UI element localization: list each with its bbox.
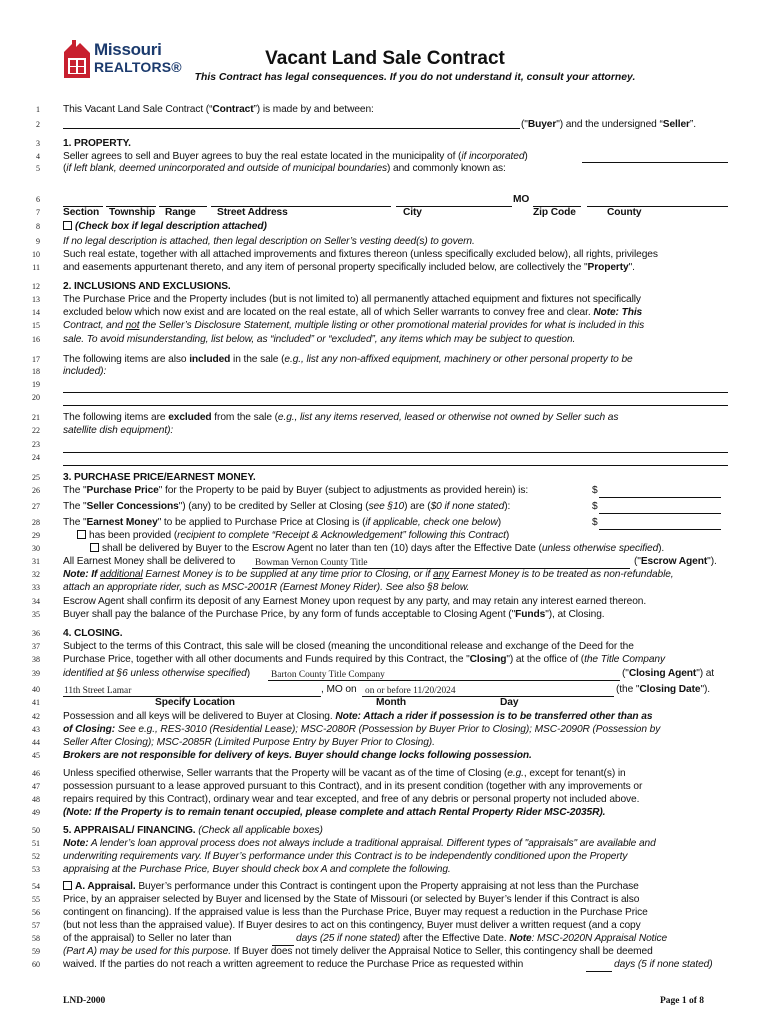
line-number: 15 (32, 321, 40, 330)
line-number: 27 (32, 502, 40, 511)
possession-line: Possession and all keys will be delivered to Buyer at Closing. Note: Attach a rider if possession is to be transferred other than as (63, 711, 653, 722)
line-number: 33 (32, 583, 40, 592)
line-number: 24 (32, 453, 40, 462)
section-4-heading: 4. CLOSING. (63, 628, 123, 639)
closing-agent-label: ("Closing Agent") at (622, 668, 715, 679)
earnest-delivered-row: shall be delivered by Buyer to the Escrow Agent no later than ten (10) days after the Effective Date (unless otherwise specified). (90, 543, 755, 555)
property-line-11: and easements appurtenant thereto, and any item of personal property specifically included below, are collectively the "Property". (63, 262, 635, 273)
line-number: 14 (32, 308, 40, 317)
line-number: 1 (36, 105, 40, 114)
keys-notice-line: Brokers are not responsible for delivery of keys. Buyer should change locks following possession. (63, 750, 532, 761)
label-specify-location: Specify Location (155, 697, 235, 708)
line-number: 32 (32, 570, 40, 579)
line-number: 30 (32, 544, 40, 553)
intro-line-1: This Vacant Land Sale Contract (“Contract”) is made by and between: (63, 104, 374, 115)
line-number: 13 (32, 295, 40, 304)
excluded-items-line-22: satellite dish equipment): (63, 425, 174, 436)
earnest-money-dollar: $ (592, 517, 598, 528)
line-number: 49 (32, 808, 40, 817)
inclusions-line-14: excluded below which now exist and are located on the real estate, all of which Seller warrants to convey free and clear. Note: This (63, 307, 643, 318)
appraisal-line-60b: days (5 if none stated) (614, 959, 713, 970)
line-number: 28 (32, 518, 40, 527)
legal-description-checkbox[interactable] (63, 221, 72, 230)
section-5-heading: 5. APPRAISAL/ FINANCING. (Check all applicable boxes) (63, 825, 323, 836)
seller-concessions-dollar: $ (592, 501, 598, 512)
label-day: Day (500, 697, 519, 708)
vacancy-line-46: Unless specified otherwise, Seller warrants that the Property will be vacant as of the time of Closing (e.g., except for tenant(s) in (63, 768, 626, 779)
closing-agent-value[interactable]: Barton County Title Company (271, 670, 385, 680)
line-number: 34 (32, 597, 40, 606)
included-items-field-1[interactable] (63, 392, 728, 393)
included-items-line-18: included): (63, 366, 107, 377)
line-number: 8 (36, 222, 40, 231)
line-number: 46 (32, 769, 40, 778)
escrow-confirm-line: Escrow Agent shall confirm its deposit of any Earnest Money upon request by any party, and may retain any interest earned thereon. (63, 596, 647, 607)
line-number: 59 (32, 947, 40, 956)
property-line-4: Seller agrees to sell and Buyer agrees to buy the real estate located in the municipality of (if incorporated) (63, 151, 528, 162)
line-number: 25 (32, 473, 40, 482)
line-number: 41 (32, 698, 40, 707)
line-number: 10 (32, 250, 40, 259)
state-mo-label: MO (513, 194, 530, 205)
line-number: 31 (32, 557, 40, 566)
line-number: 54 (32, 882, 40, 891)
appraisal-line-56: contingent on financing). If the appraised value is less than the Purchase Price, Buyer may request a reduction in the Purchase Price (63, 907, 648, 918)
line-number: 39 (32, 669, 40, 678)
line-number: 40 (32, 685, 40, 694)
line-number: 22 (32, 426, 40, 435)
tenant-note-line: (Note: If the Property is to remain tenant occupied, please complete and attach Rental Property Rider MSC-2035R). (63, 807, 606, 818)
document-subtitle: This Contract has legal consequences. If you do not understand it, consult your attorney. (194, 72, 636, 83)
page-number: Page 1 of 8 (660, 996, 705, 1006)
closing-date-label: (the "Closing Date"). (616, 684, 711, 695)
line-number: 21 (32, 413, 40, 422)
vacancy-line-48: repairs required by this Contract), ordinary wear and tear excepted, and free of any debris or personal property not included above. (63, 794, 640, 805)
appraisal-note-52: underwriting requirements vary. If Buyer’s performance under this Contract is to be independently conditioned upon the Property (63, 851, 628, 862)
earnest-money-line: The "Earnest Money" to be applied to Purchase Price at Closing is (if applicable, check one below) (63, 517, 502, 528)
closing-date-value[interactable]: on or before 11/20/2024 (365, 686, 456, 696)
logo-text-realtors: REALTORS® (94, 59, 182, 75)
label-county: County (607, 207, 642, 218)
purchase-price-line: The "Purchase Price" for the Property to be paid by Buyer (subject to adjustments as provided herein) is: (63, 485, 529, 496)
line-number: 51 (32, 839, 40, 848)
appraisal-line-60: waived. If the parties do not reach a written agreement to reduce the Purchase Price as requested within (63, 959, 524, 970)
appraisal-line-57: (but not less than the appraised value). If Buyer desires to act on this contingency, Buyer must deliver a written request (and a copy (63, 920, 641, 931)
appraisal-note-53: appraising at the Purchase Price, Buyer should check box A and complete the following. (63, 864, 451, 875)
line-number: 43 (32, 725, 40, 734)
line-number: 57 (32, 921, 40, 930)
property-line-9: If no legal description is attached, then legal description on Seller’s vesting deed(s) to govern. (63, 236, 475, 247)
intro-line-2: ("Buyer") and the undersigned “Seller”. (521, 119, 696, 130)
line-number: 55 (32, 895, 40, 904)
line-number: 37 (32, 642, 40, 651)
line-number: 52 (32, 852, 40, 861)
legal-description-row: (Check box if legal description attached) (63, 221, 728, 233)
closing-mo-on: , MO on (321, 684, 357, 695)
appraisal-note-51: Note: A lender’s loan approval process does not always include a traditional appraisal. Different types of "appraisals" are available and (63, 838, 656, 849)
label-street-address: Street Address (217, 207, 288, 218)
line-number: 18 (32, 367, 40, 376)
line-number: 2 (36, 120, 40, 129)
appraisal-line-58: of the appraisal) to Seller no later than (63, 933, 232, 944)
excluded-items-line: The following items are excluded from the sale (e.g., list any items reserved, leased or otherwise not owned by Seller such as (63, 412, 619, 423)
excluded-items-field-2[interactable] (63, 465, 728, 466)
line-number: 17 (32, 355, 40, 364)
line-number: 58 (32, 934, 40, 943)
label-range: Range (165, 207, 196, 218)
line-number: 4 (36, 152, 40, 161)
line-number: 7 (36, 208, 40, 217)
line-number: 6 (36, 195, 40, 204)
line-number: 50 (32, 826, 40, 835)
line-number: 48 (32, 795, 40, 804)
seller-concessions-field[interactable] (599, 513, 721, 514)
form-id: LND-2000 (63, 996, 106, 1006)
label-zip-code: Zip Code (533, 207, 576, 218)
line-number: 56 (32, 908, 40, 917)
buyer-name-field[interactable] (63, 128, 520, 129)
earnest-provided-row: has been provided (recipient to complete “Receipt & Acknowledgement” following this Contract) (77, 530, 742, 542)
inclusions-line-13: The Purchase Price and the Property includes (but is not limited to) all permanently attached equipment and fixtures not specifically (63, 294, 641, 305)
line-number: 20 (32, 393, 40, 402)
appraisal-line-58b: days (25 if none stated) after the Effective Date. Note: MSC-2020N Appraisal Notice (296, 933, 668, 944)
possession-line-43: of Closing: See e.g., RES-3010 (Residential Lease); MSC-2080R (Possession by Buyer Prior to Closing); MSC-2090R (Possession by (63, 724, 661, 735)
closing-line-39: identified at §6 unless otherwise specified) (63, 668, 251, 679)
line-number: 53 (32, 865, 40, 874)
appraisal-a-line: A. Appraisal. Buyer’s performance under this Contract is contingent upon the Property appraising at not less than the Purchase (63, 881, 728, 893)
line-number: 19 (32, 380, 40, 389)
line-number: 26 (32, 486, 40, 495)
vacancy-line-47: possession pursuant to a lease approved pursuant to this Contract), and in its present condition (together with any improvements or (63, 781, 643, 792)
earnest-delivered-checkbox[interactable] (90, 543, 99, 552)
earnest-note-line: Note: If additional Earnest Money is to be supplied at any time prior to Closing, or if any Earnest Money is to be treated as non-refundable, (63, 569, 674, 580)
included-items-line: The following items are also included in the sale (e.g., list any non-affixed equipment, machinery or other personal property to be (63, 354, 633, 365)
reduction-days-field[interactable] (586, 971, 612, 972)
closing-line-37: Subject to the terms of this Contract, this sale will be closed (meaning the unconditional release and exchange of the Deed for the (63, 641, 634, 652)
inclusions-line-15: Contract, and not the Seller’s Disclosure Statement, multiple listing or other promotional material provides for what is included in this (63, 320, 645, 331)
logo-text-missouri: Missouri (94, 40, 162, 59)
appraisal-line-55: Price, by an appraiser selected by Buyer and licensed by the State of Missouri (or selected by Buyer’s lender if this Contract is also (63, 894, 640, 905)
included-items-field-2[interactable] (63, 405, 728, 406)
line-number: 16 (32, 335, 40, 344)
property-line-10: Such real estate, together with all attached improvements and fixtures thereon (unless specifically excluded below), all rights, privileges (63, 249, 658, 260)
property-line-5: (if left blank, deemed unincorporated and outside of municipal boundaries) and commonly known as: (63, 163, 506, 174)
purchase-price-field[interactable] (599, 497, 721, 498)
section-2-heading: 2. INCLUSIONS AND EXCLUSIONS. (63, 281, 231, 292)
line-number: 5 (36, 164, 40, 173)
line-number: 35 (32, 610, 40, 619)
closing-location-value[interactable]: 11th Street Lamar (64, 686, 132, 696)
escrow-agent-value[interactable]: Bowman Vernon County Title (255, 558, 368, 568)
line-number: 29 (32, 531, 40, 540)
line-number: 11 (32, 263, 40, 272)
line-number: 3 (36, 139, 40, 148)
section-1-heading: 1. PROPERTY. (63, 138, 131, 149)
escrow-agent-label: ("Escrow Agent"). (634, 556, 717, 567)
label-month: Month (376, 697, 407, 708)
earnest-note-line-33: attach an appropriate rider, such as MSC-2001R (Earnest Money Rider). See also §8 below. (63, 582, 470, 593)
line-number: 60 (32, 960, 40, 969)
document-title: Vacant Land Sale Contract (265, 48, 505, 69)
line-number: 38 (32, 655, 40, 664)
section-3-heading: 3. PURCHASE PRICE/EARNEST MONEY. (63, 472, 256, 483)
escrow-agent-line: All Earnest Money shall be delivered to (63, 556, 236, 567)
line-number: 9 (36, 237, 40, 246)
excluded-items-field-1[interactable] (63, 452, 728, 453)
label-section: Section (63, 207, 100, 218)
line-number: 42 (32, 712, 40, 721)
balance-line: Buyer shall pay the balance of the Purchase Price, by any form of funds acceptable to Closing Agent ("Funds"), at Closing. (63, 609, 605, 620)
line-number: 45 (32, 751, 40, 760)
purchase-price-dollar: $ (592, 485, 598, 496)
label-township: Township (109, 207, 155, 218)
appraisal-a-checkbox[interactable] (63, 881, 72, 890)
closing-agent-field[interactable] (268, 680, 620, 681)
line-number: 47 (32, 782, 40, 791)
label-city: City (403, 207, 422, 218)
inclusions-line-16: sale. To avoid misunderstanding, list below, as “included” or “excluded”, any items which may be subject to question. (63, 334, 576, 345)
line-number: 36 (32, 629, 40, 638)
possession-line-44: Seller After Closing); MSC-2085R (Limited Purpose Entry by Buyer Prior to Closing). (63, 737, 435, 748)
appraisal-line-59: (Part A) may be used for this purpose. If Buyer does not timely deliver the Appraisal Notice to Seller, this contingency shall be deemed (63, 946, 653, 957)
closing-line-38: Purchase Price, together with all other documents and Funds required by this Contract, the "Closing") at the office of (the Title Company (63, 654, 665, 665)
seller-concessions-line: The "Seller Concessions") (any) to be credited by Seller at Closing (see §10) are ($0 if none stated): (63, 501, 511, 512)
line-number: 23 (32, 440, 40, 449)
line-number: 12 (32, 282, 40, 291)
earnest-provided-checkbox[interactable] (77, 530, 86, 539)
line-number: 44 (32, 738, 40, 747)
